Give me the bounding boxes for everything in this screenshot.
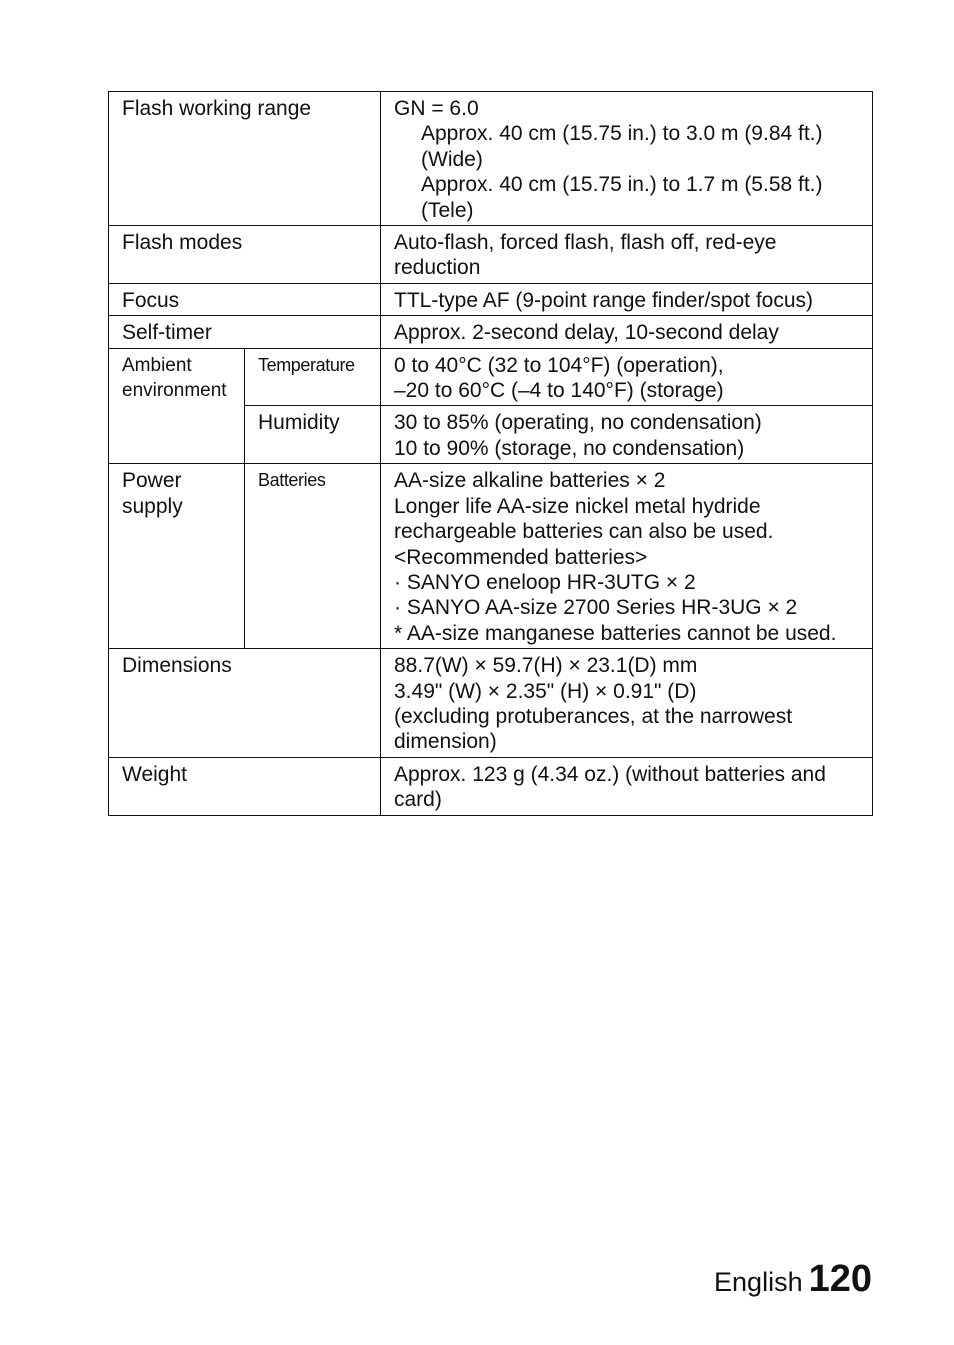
batteries-recommended-heading: <Recommended batteries> bbox=[394, 545, 648, 569]
batteries-hr3ug: · SANYO AA-size 2700 Series HR-3UG × 2 bbox=[394, 596, 798, 620]
footer-language: English bbox=[714, 1267, 803, 1297]
label-flash-modes: Flash modes bbox=[109, 226, 381, 284]
row-focus bbox=[109, 283, 873, 315]
row-flash-working-range bbox=[109, 92, 873, 226]
row-ambient-temperature bbox=[109, 348, 873, 406]
temperature-storage: –20 to 60°C (–4 to 140°F) (storage) bbox=[394, 379, 724, 403]
humidity-operating: 30 to 85% (operating, no condensation) bbox=[394, 411, 762, 435]
label-focus: Focus bbox=[109, 283, 381, 315]
value-humidity bbox=[381, 406, 873, 464]
batteries-eneloop: · SANYO eneloop HR-3UTG × 2 bbox=[394, 570, 696, 594]
label-weight: Weight bbox=[109, 757, 381, 815]
flash-range-tele-note: (Tele) bbox=[421, 198, 474, 222]
label-dimensions: Dimensions bbox=[109, 649, 381, 758]
row-power-supply bbox=[109, 464, 873, 649]
flash-range-wide: Approx. 40 cm (15.75 in.) to 3.0 m (9.84 ft.) bbox=[421, 122, 823, 146]
flash-range-wide-note: (Wide) bbox=[421, 147, 483, 171]
value-self-timer: Approx. 2-second delay, 10-second delay bbox=[381, 316, 873, 348]
batteries-nimh: Longer life AA-size nickel metal hydride rechargeable batteries can also be used. bbox=[394, 494, 774, 544]
label-ambient-environment: Ambient environment bbox=[109, 348, 245, 464]
value-dimensions bbox=[381, 649, 873, 758]
row-self-timer bbox=[109, 316, 873, 348]
dimensions-note: (excluding protuberances, at the narrowest dimension) bbox=[394, 704, 793, 754]
temperature-operation: 0 to 40°C (32 to 104°F) (operation), bbox=[394, 353, 724, 377]
label-temperature: Temperature bbox=[245, 348, 381, 406]
batteries-alkaline: AA-size alkaline batteries × 2 bbox=[394, 469, 666, 493]
value-flash-working-range bbox=[381, 92, 873, 226]
label-self-timer: Self-timer bbox=[109, 316, 381, 348]
label-flash-working-range: Flash working range bbox=[109, 92, 381, 226]
label-batteries: Batteries bbox=[245, 464, 381, 649]
flash-range-tele: Approx. 40 cm (15.75 in.) to 1.7 m (5.58 ft.) bbox=[421, 173, 823, 197]
dimensions-inches: 3.49" (W) × 2.35" (H) × 0.91" (D) bbox=[394, 679, 697, 703]
value-weight: Approx. 123 g (4.34 oz.) (without batteries and card) bbox=[381, 757, 873, 815]
value-flash-modes: Auto-flash, forced flash, flash off, red-eye reduction bbox=[381, 226, 873, 284]
value-temperature bbox=[381, 348, 873, 406]
humidity-storage: 10 to 90% (storage, no condensation) bbox=[394, 436, 745, 460]
label-power-supply: Power supply bbox=[109, 464, 245, 649]
spec-table bbox=[108, 91, 873, 816]
label-humidity: Humidity bbox=[245, 406, 381, 464]
batteries-manganese-note: * AA-size manganese batteries cannot be used. bbox=[394, 621, 837, 645]
flash-gn: GN = 6.0 bbox=[394, 97, 479, 120]
page-footer bbox=[714, 1258, 872, 1301]
row-weight bbox=[109, 757, 873, 815]
dimensions-mm: 88.7(W) × 59.7(H) × 23.1(D) mm bbox=[394, 654, 698, 678]
value-focus: TTL-type AF (9-point range finder/spot focus) bbox=[381, 283, 873, 315]
page-number: 120 bbox=[808, 1258, 872, 1300]
row-flash-modes bbox=[109, 226, 873, 284]
row-dimensions bbox=[109, 649, 873, 758]
value-batteries bbox=[381, 464, 873, 649]
